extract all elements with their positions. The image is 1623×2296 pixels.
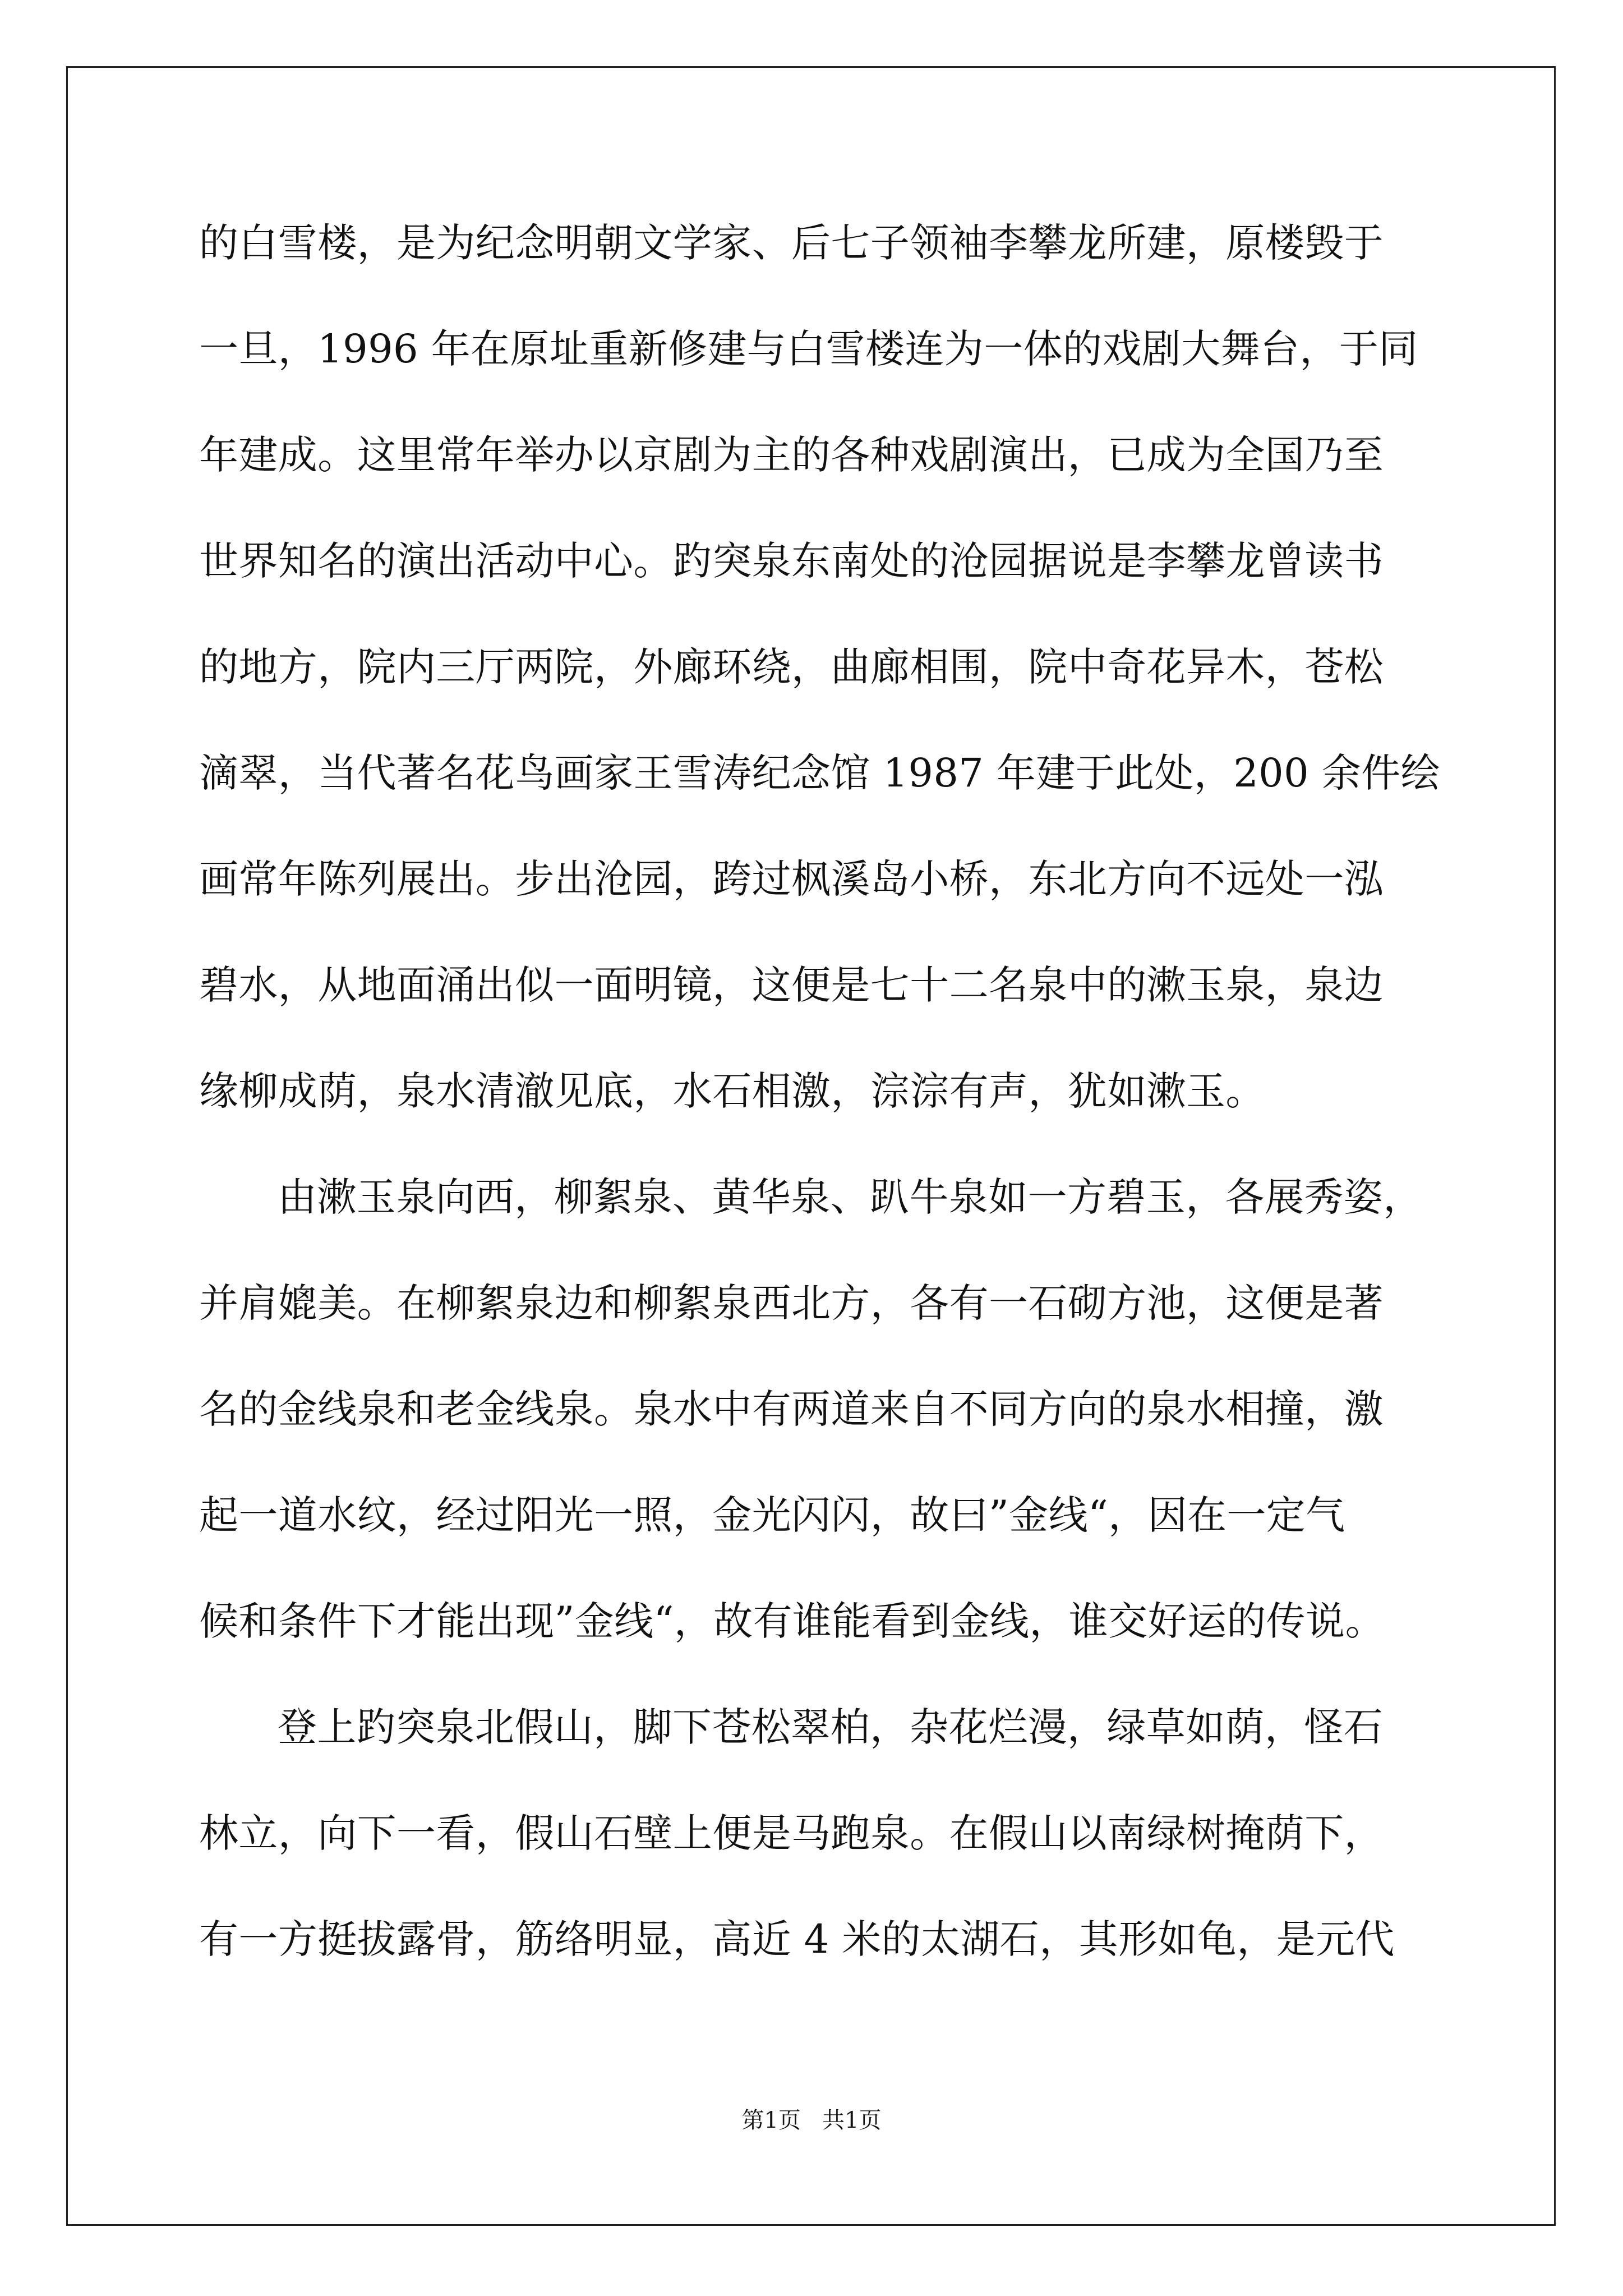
text-line: 候和条件下才能出现”金线“，故有谁能看到金线，谁交好运的传说。 [199, 1598, 1385, 1644]
text-line: 一旦，1996 年在原址重新修建与白雪楼连为一体的戏剧大舞台，于同 [199, 326, 1418, 372]
text-line: 并肩媲美。在柳絮泉边和柳絮泉西北方，各有一石砌方池，这便是著 [199, 1280, 1384, 1326]
page-number-footer: 第1页 共1页 [741, 2108, 882, 2133]
text-line: 画常年陈列展出。步出沧园，跨过枫溪岛小桥，东北方向不远处一泓 [199, 856, 1384, 902]
text-line: 起一道水纹，经过阳光一照，金光闪闪，故曰”金线“，因在一定气 [199, 1492, 1345, 1538]
text-line: 碧水，从地面涌出似一面明镜，这便是七十二名泉中的漱玉泉，泉边 [199, 962, 1384, 1008]
paragraph-first-line: 登上趵突泉北假山，脚下苍松翠柏，杂花烂漫，绿草如荫，怪石 [278, 1704, 1384, 1750]
text-line: 有一方挺拔露骨，筋络明显，高近 4 米的太湖石，其形如龟，是元代 [199, 1916, 1395, 1962]
text-line: 世界知名的演出活动中心。趵突泉东南处的沧园据说是李攀龙曾读书 [199, 538, 1384, 584]
text-line: 滴翠，当代著名花鸟画家王雪涛纪念馆 1987 年建于此处，200 余件绘 [199, 750, 1440, 796]
text-line: 名的金线泉和老金线泉。泉水中有两道来自不同方向的泉水相撞，激 [199, 1386, 1384, 1432]
text-line: 林立，向下一看，假山石壁上便是马跑泉。在假山以南绿树掩荫下， [199, 1810, 1384, 1856]
text-line: 的地方，院内三厅两院，外廊环绕，曲廊相围，院中奇花异木，苍松 [199, 644, 1384, 690]
text-line: 的白雪楼，是为纪念明朝文学家、后七子领袖李攀龙所建，原楼毁于 [199, 220, 1384, 266]
paragraph-first-line: 由漱玉泉向西，柳絮泉、黄华泉、趴牛泉如一方碧玉，各展秀姿， [278, 1174, 1423, 1220]
text-line: 年建成。这里常年举办以京剧为主的各种戏剧演出，已成为全国乃至 [199, 432, 1384, 478]
page-border [66, 66, 1556, 2226]
text-line: 缘柳成荫，泉水清澈见底，水石相激，淙淙有声，犹如漱玉。 [199, 1068, 1265, 1114]
